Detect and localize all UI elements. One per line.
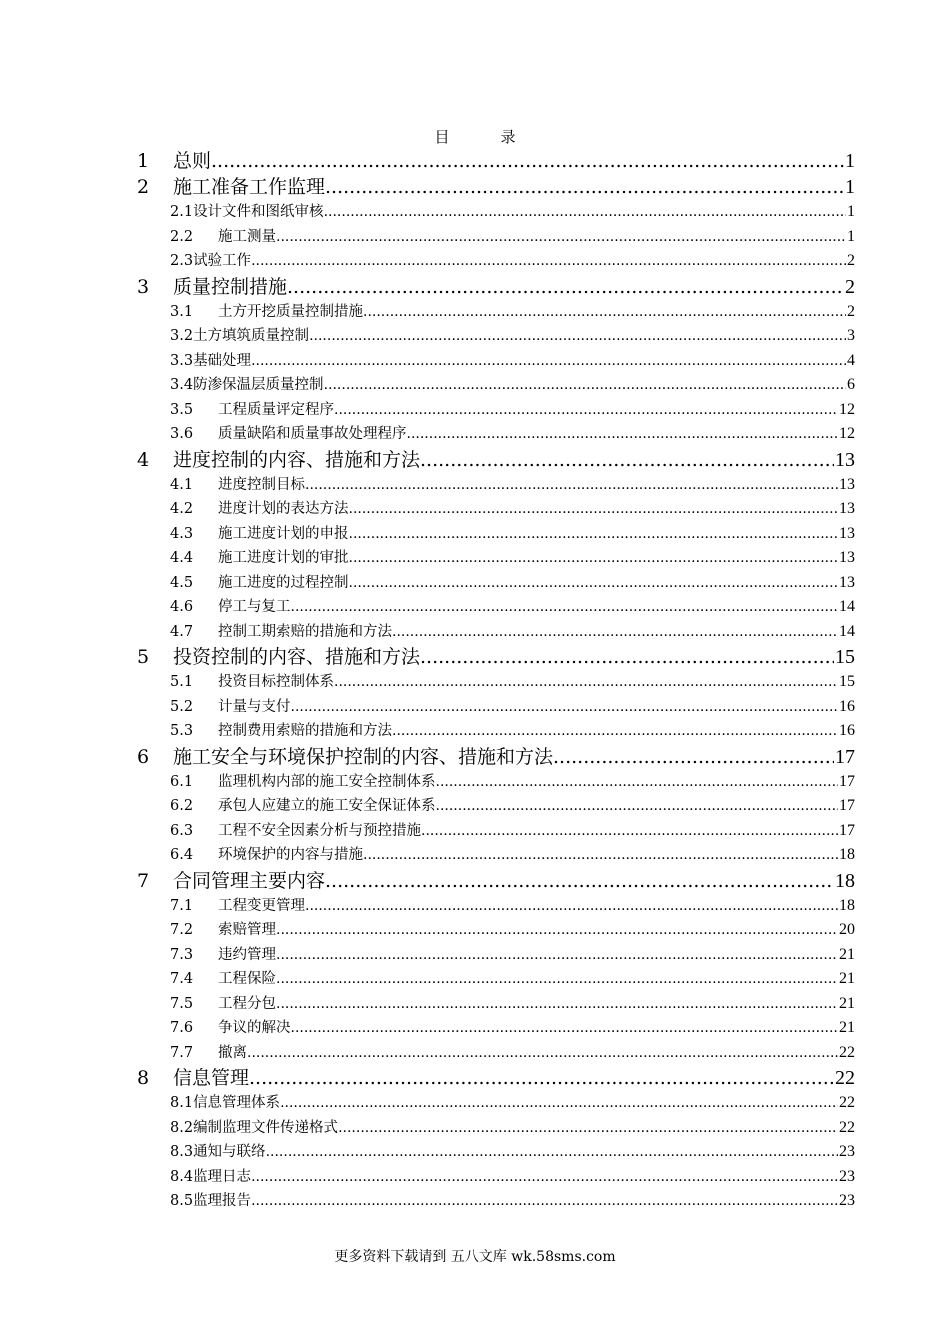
toc-section-entry[interactable]: [137, 422, 855, 447]
toc-entry-title: 信息管理: [173, 1067, 250, 1089]
toc-leader-dots: [392, 719, 838, 744]
toc-section-entry[interactable]: [137, 373, 855, 398]
toc-leader-dots: [392, 620, 838, 645]
toc-entry-number: 8.3: [170, 1144, 194, 1160]
toc-section-entry[interactable]: [137, 992, 855, 1017]
toc-section-entry[interactable]: [137, 719, 855, 744]
toc-leader-dots: [291, 595, 839, 620]
toc-entry-title: 施工进度计划的审批: [218, 550, 349, 566]
toc-entry-number: 4.4: [170, 550, 194, 566]
toc-entry-page: 14: [839, 622, 855, 640]
toc-leader-dots: [324, 373, 846, 398]
toc-heading: 目 录: [434, 128, 534, 146]
toc-entry-title: 质量控制措施: [173, 275, 288, 298]
toc-leader-dots: [363, 843, 838, 868]
toc-entry-title: 工程分包: [218, 995, 276, 1012]
toc-leader-dots: [251, 1189, 838, 1214]
toc-section-entry[interactable]: [137, 670, 855, 695]
toc-entry-title: 控制费用索赔的措施和方法: [218, 723, 392, 739]
toc-section-entry[interactable]: [137, 1165, 855, 1190]
toc-entry-number: 5.3: [170, 723, 194, 739]
toc-leader-dots: [420, 447, 834, 473]
toc-leader-dots: [420, 644, 834, 670]
toc-leader-dots: [276, 992, 838, 1017]
toc-entry-title: 施工安全与环境保护控制的内容、措施和方法: [173, 745, 554, 768]
toc-entry-title: 防渗保温层质量控制: [193, 377, 324, 393]
toc-chapter-entry[interactable]: [137, 744, 855, 770]
toc-section-entry[interactable]: [137, 843, 855, 868]
toc-entry-number: 6.4: [170, 847, 194, 863]
toc-entry-page: 17: [839, 821, 855, 839]
toc-entry-number: 2: [137, 176, 150, 198]
toc-entry-number: 2.1: [170, 204, 194, 220]
toc-chapter-entry[interactable]: [137, 1065, 855, 1091]
toc-entry-number: 6: [137, 745, 150, 768]
toc-entry-number: 2.2: [170, 228, 194, 245]
toc-leader-dots: [251, 249, 846, 274]
table-of-contents: [137, 148, 855, 1214]
toc-entry-number: 3.3: [170, 352, 194, 369]
toc-leader-dots: [305, 894, 838, 919]
toc-leader-dots: [280, 1091, 838, 1116]
toc-entry-page: 13: [839, 475, 855, 493]
toc-section-entry[interactable]: [137, 473, 855, 498]
toc-entry-page: 20: [839, 921, 855, 938]
toc-leader-dots: [291, 1016, 839, 1041]
toc-entry-page: 17: [839, 797, 855, 814]
toc-entry-page: 18: [839, 846, 855, 863]
toc-entry-number: 5.2: [170, 698, 194, 715]
toc-entry-page: 22: [839, 1118, 855, 1136]
toc-entry-title: 总则: [173, 150, 212, 172]
toc-section-entry[interactable]: [137, 595, 855, 620]
toc-leader-dots: [349, 497, 839, 522]
toc-entry-page: 18: [835, 869, 855, 892]
toc-entry-number: 7.4: [170, 971, 194, 987]
toc-entry-page: 6: [847, 376, 855, 393]
toc-entry-number: 4: [137, 448, 150, 471]
toc-entry-page: 15: [835, 646, 855, 668]
toc-leader-dots: [249, 1065, 834, 1091]
toc-entry-page: 23: [839, 1192, 855, 1209]
toc-section-entry[interactable]: [137, 300, 855, 325]
toc-entry-title: 停工与复工: [218, 599, 291, 615]
toc-entry-number: 6.1: [170, 773, 194, 790]
toc-entry-page: 2: [845, 275, 855, 298]
toc-entry-title: 施工进度计划的申报: [218, 525, 349, 542]
toc-entry-title: 工程变更管理: [218, 897, 305, 914]
toc-section-entry[interactable]: [137, 943, 855, 968]
toc-leader-dots: [553, 744, 834, 770]
toc-entry-page: 1: [845, 150, 855, 172]
toc-entry-number: 7.7: [170, 1044, 194, 1061]
toc-entry-title: 违约管理: [218, 946, 276, 963]
toc-entry-number: 3.2: [170, 328, 194, 344]
toc-entry-title: 合同管理主要内容: [173, 869, 326, 892]
toc-section-entry[interactable]: [137, 695, 855, 720]
toc-entry-number: 4.3: [170, 525, 194, 542]
toc-entry-page: 13: [839, 549, 855, 566]
toc-entry-title: 土方开挖质量控制措施: [218, 303, 363, 320]
toc-chapter-entry[interactable]: [137, 868, 855, 894]
toc-entry-number: 5.1: [170, 674, 194, 690]
toc-entry-number: 3.1: [170, 303, 194, 320]
toc-entry-title: 监理日志: [193, 1168, 252, 1185]
toc-leader-dots: [324, 200, 846, 225]
toc-entry-title: 撤离: [218, 1044, 247, 1061]
toc-section-entry[interactable]: [137, 497, 855, 522]
toc-leader-dots: [305, 473, 838, 498]
toc-entry-page: 13: [839, 500, 855, 517]
toc-entry-title: 承包人应建立的施工安全保证体系: [218, 798, 436, 814]
toc-entry-title: 工程保险: [218, 971, 276, 987]
toc-entry-page: 13: [839, 524, 855, 542]
toc-entry-page: 22: [835, 1067, 855, 1089]
toc-entry-title: 质量缺陷和质量事故处理程序: [218, 426, 407, 442]
toc-leader-dots: [276, 943, 838, 968]
toc-entry-page: 22: [839, 1094, 855, 1111]
toc-leader-dots: [309, 324, 846, 349]
toc-entry-number: 4.7: [170, 623, 194, 640]
toc-entry-number: 4.6: [170, 599, 194, 615]
toc-section-entry[interactable]: [137, 200, 855, 225]
toc-entry-page: 22: [839, 1043, 855, 1061]
toc-entry-number: 7.2: [170, 922, 194, 938]
toc-entry-title: 环境保护的内容与措施: [218, 847, 363, 863]
toc-section-entry[interactable]: [137, 398, 855, 423]
toc-entry-page: 1: [847, 227, 855, 245]
toc-section-entry[interactable]: [137, 1041, 855, 1066]
toc-entry-number: 1: [137, 150, 150, 172]
toc-entry-number: 7.3: [170, 946, 194, 963]
toc-entry-page: 14: [839, 598, 855, 615]
toc-section-entry[interactable]: [137, 324, 855, 349]
toc-section-entry[interactable]: [137, 967, 855, 992]
toc-entry-number: 6.3: [170, 822, 194, 839]
toc-leader-dots: [334, 670, 838, 695]
toc-leader-dots: [407, 422, 839, 447]
toc-entry-title: 工程不安全因素分析与预控措施: [218, 822, 421, 839]
toc-leader-dots: [247, 1041, 838, 1066]
toc-entry-title: 计量与支付: [218, 698, 291, 715]
toc-entry-number: 7: [137, 869, 150, 892]
toc-section-entry[interactable]: [137, 1116, 855, 1141]
toc-leader-dots: [334, 398, 838, 423]
toc-section-entry[interactable]: [137, 249, 855, 274]
toc-entry-title: 信息管理体系: [193, 1095, 281, 1111]
toc-entry-title: 通知与联络: [193, 1144, 266, 1160]
toc-chapter-entry[interactable]: [137, 447, 855, 473]
toc-section-entry[interactable]: [137, 894, 855, 919]
toc-entry-number: 7.6: [170, 1020, 194, 1036]
toc-chapter-entry[interactable]: [137, 148, 855, 174]
toc-entry-page: 21: [839, 970, 855, 987]
toc-entry-title: 土方填筑质量控制: [193, 328, 310, 344]
toc-entry-page: 12: [839, 425, 855, 442]
toc-entry-number: 4.5: [170, 574, 194, 591]
toc-entry-number: 8.5: [170, 1193, 194, 1209]
toc-entry-number: 4.2: [170, 501, 194, 517]
toc-section-entry[interactable]: [137, 918, 855, 943]
toc-leader-dots: [287, 274, 844, 300]
toc-chapter-entry[interactable]: [137, 644, 855, 670]
page-footer: 更多资料下载请到 五八文库 wk.58sms.com: [334, 1249, 616, 1265]
toc-entry-page: 1: [845, 176, 855, 198]
toc-section-entry[interactable]: [137, 620, 855, 645]
toc-entry-title: 基础处理: [193, 352, 252, 369]
toc-entry-page: 16: [839, 697, 855, 715]
toc-section-entry[interactable]: [137, 1189, 855, 1214]
toc-leader-dots: [325, 868, 834, 894]
toc-leader-dots: [363, 300, 846, 325]
toc-entry-title: 监理报告: [193, 1193, 252, 1209]
toc-leader-dots: [276, 225, 846, 250]
toc-leader-dots: [325, 174, 844, 200]
toc-entry-page: 21: [839, 945, 855, 963]
toc-entry-page: 13: [835, 448, 855, 471]
toc-entry-number: 3.6: [170, 426, 194, 442]
toc-entry-title: 索赔管理: [218, 922, 276, 938]
toc-section-entry[interactable]: [137, 770, 855, 795]
toc-section-entry[interactable]: [137, 522, 855, 547]
toc-entry-number: 8.2: [170, 1119, 194, 1136]
toc-chapter-entry[interactable]: [137, 174, 855, 200]
toc-entry-page: 23: [839, 1143, 855, 1160]
toc-entry-title: 设计文件和图纸审核: [193, 204, 324, 220]
toc-leader-dots: [211, 148, 844, 174]
toc-entry-title: 编制监理文件传递格式: [193, 1119, 339, 1136]
toc-entry-title: 施工进度的过程控制: [218, 574, 349, 591]
toc-entry-page: 23: [839, 1167, 855, 1185]
toc-section-entry[interactable]: [137, 546, 855, 571]
toc-entry-number: 2.3: [170, 253, 194, 269]
toc-entry-page: 15: [839, 673, 855, 690]
toc-section-entry[interactable]: [137, 1091, 855, 1116]
toc-entry-number: 7.5: [170, 995, 194, 1012]
toc-entry-title: 投资控制的内容、措施和方法: [173, 646, 421, 668]
toc-section-entry[interactable]: [137, 1016, 855, 1041]
toc-entry-title: 进度计划的表达方法: [218, 501, 349, 517]
toc-entry-number: 8.1: [170, 1095, 194, 1111]
toc-section-entry[interactable]: [137, 1140, 855, 1165]
toc-section-entry[interactable]: [137, 794, 855, 819]
toc-leader-dots: [436, 794, 839, 819]
toc-entry-page: 13: [839, 573, 855, 591]
toc-entry-number: 5: [137, 646, 150, 668]
toc-entry-number: 7.1: [170, 897, 194, 914]
toc-leader-dots: [338, 1116, 838, 1141]
toc-entry-title: 试验工作: [193, 253, 252, 269]
toc-entry-title: 控制工期索赔的措施和方法: [218, 623, 392, 640]
toc-entry-page: 16: [839, 722, 855, 739]
toc-entry-page: 17: [835, 745, 855, 768]
toc-entry-title: 工程质量评定程序: [218, 401, 334, 418]
toc-entry-title: 监理机构内部的施工安全控制体系: [218, 773, 436, 790]
toc-entry-number: 8.4: [170, 1168, 194, 1185]
toc-entry-title: 争议的解决: [218, 1020, 291, 1036]
toc-entry-page: 4: [847, 351, 855, 369]
toc-leader-dots: [349, 546, 839, 571]
toc-leader-dots: [349, 571, 839, 596]
toc-entry-page: 12: [839, 400, 855, 418]
toc-entry-title: 施工准备工作监理: [173, 176, 326, 198]
toc-section-entry[interactable]: [137, 225, 855, 250]
toc-section-entry[interactable]: [137, 349, 855, 374]
toc-entry-page: 18: [839, 896, 855, 914]
toc-leader-dots: [276, 918, 838, 943]
toc-leader-dots: [421, 819, 838, 844]
toc-entry-number: 4.1: [170, 476, 194, 493]
toc-entry-page: 21: [839, 1019, 855, 1036]
toc-entry-page: 2: [847, 302, 855, 320]
toc-leader-dots: [349, 522, 839, 547]
toc-entry-title: 进度控制的内容、措施和方法: [173, 448, 421, 471]
toc-leader-dots: [251, 349, 846, 374]
toc-entry-title: 投资目标控制体系: [218, 674, 334, 690]
toc-entry-number: 6.2: [170, 798, 194, 814]
toc-leader-dots: [266, 1140, 838, 1165]
toc-leader-dots: [251, 1165, 838, 1190]
toc-entry-page: 17: [839, 772, 855, 790]
toc-entry-page: 1: [847, 203, 855, 220]
toc-entry-title: 施工测量: [218, 228, 276, 245]
toc-section-entry[interactable]: [137, 819, 855, 844]
toc-entry-number: 8: [137, 1067, 150, 1089]
toc-section-entry[interactable]: [137, 571, 855, 596]
toc-leader-dots: [436, 770, 839, 795]
toc-entry-number: 3: [137, 275, 150, 298]
toc-entry-page: 3: [847, 327, 855, 344]
toc-leader-dots: [276, 967, 838, 992]
toc-entry-page: 21: [839, 994, 855, 1012]
toc-entry-number: 3.5: [170, 401, 194, 418]
toc-entry-title: 进度控制目标: [218, 476, 305, 493]
toc-entry-number: 3.4: [170, 377, 194, 393]
toc-entry-page: 2: [847, 252, 855, 269]
toc-leader-dots: [291, 695, 839, 720]
toc-chapter-entry[interactable]: [137, 274, 855, 300]
